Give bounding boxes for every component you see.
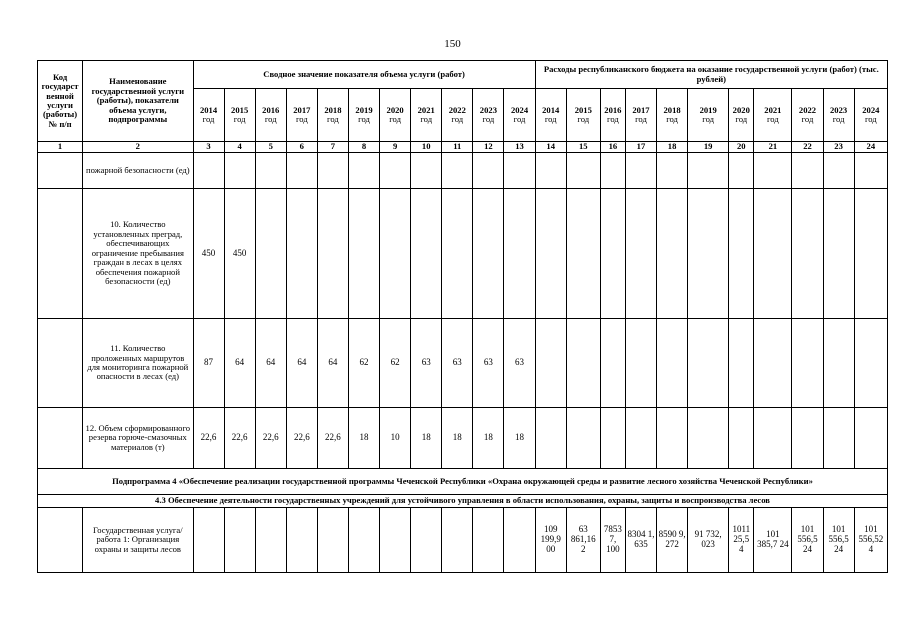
volume-value: 63 <box>442 319 473 408</box>
volume-value <box>348 153 379 189</box>
expense-value <box>792 189 823 319</box>
volume-value <box>255 189 286 319</box>
year-word: год <box>864 114 877 124</box>
year-header <box>657 89 688 142</box>
expense-value <box>566 153 600 189</box>
volume-value <box>411 189 442 319</box>
expense-value: 101 556,5 24 <box>823 508 854 573</box>
expense-value <box>823 189 854 319</box>
year-word: год <box>577 114 590 124</box>
code-cell <box>38 408 83 469</box>
volume-value <box>286 189 317 319</box>
year-word: год <box>513 114 526 124</box>
volume-value: 63 <box>411 319 442 408</box>
expense-value: 101 385,7 24 <box>754 508 792 573</box>
volume-value <box>255 508 286 573</box>
expense-value <box>729 408 754 469</box>
expense-value <box>792 408 823 469</box>
service-name: Государственная услуга/работа 1: Организация охраны и защиты лесов <box>83 508 193 573</box>
expense-value <box>729 319 754 408</box>
expense-value <box>854 189 887 319</box>
volume-value <box>317 508 348 573</box>
year-header <box>193 89 224 142</box>
volume-value: 18 <box>442 408 473 469</box>
volume-value <box>193 508 224 573</box>
year-word: год <box>767 114 779 124</box>
volume-value <box>317 153 348 189</box>
expense-value <box>535 319 566 408</box>
indicator-name: 10. Количество установленных преград, обеспечивающих ограничение пребывания граждан в лесах в целях обеспечения пожарной безопасности (ед) <box>83 189 193 319</box>
year-value: 2021 <box>764 104 782 115</box>
code-cell <box>38 319 83 408</box>
year-word: год <box>666 114 678 124</box>
year-header <box>566 89 600 142</box>
expense-value <box>657 153 688 189</box>
year-word: год <box>832 114 845 124</box>
column-number: 21 <box>754 142 792 153</box>
volume-value <box>442 508 473 573</box>
year-header <box>688 89 729 142</box>
year-value: 2023 <box>479 104 497 115</box>
expense-value: 1011 25,5 4 <box>729 508 754 573</box>
expense-value <box>854 319 887 408</box>
year-word: год <box>327 114 339 124</box>
year-value: 2018 <box>324 104 342 115</box>
year-value: 2015 <box>574 104 592 115</box>
volume-value: 63 <box>473 319 504 408</box>
year-value: 2019 <box>355 104 373 115</box>
column-number: 18 <box>657 142 688 153</box>
expense-value: 109 199,9 00 <box>535 508 566 573</box>
column-number: 14 <box>535 142 566 153</box>
expense-value <box>823 153 854 189</box>
volume-value <box>348 189 379 319</box>
volume-value: 22,6 <box>193 408 224 469</box>
expense-value <box>625 408 656 469</box>
volume-value <box>348 508 379 573</box>
year-word: год <box>482 114 495 124</box>
code-cell <box>38 189 83 319</box>
year-value: 2017 <box>293 104 311 115</box>
volume-value <box>380 189 411 319</box>
year-word: год <box>420 114 433 124</box>
column-number: 10 <box>411 142 442 153</box>
expense-value <box>600 408 625 469</box>
year-header <box>255 89 286 142</box>
header-code: Код государст венной услуги (работы) № п/п <box>38 61 83 142</box>
year-header <box>600 89 625 142</box>
column-numbers-row <box>38 142 888 153</box>
volume-value <box>473 189 504 319</box>
expense-value <box>754 319 792 408</box>
expense-value <box>754 408 792 469</box>
volume-value: 22,6 <box>255 408 286 469</box>
column-number: 6 <box>286 142 317 153</box>
expense-value <box>657 408 688 469</box>
volume-value: 18 <box>348 408 379 469</box>
expense-value <box>754 153 792 189</box>
year-value: 2022 <box>448 104 466 115</box>
year-value: 2023 <box>829 104 848 115</box>
expense-value <box>600 319 625 408</box>
expense-value <box>729 189 754 319</box>
expense-value <box>600 189 625 319</box>
column-number: 9 <box>380 142 411 153</box>
expense-value <box>729 153 754 189</box>
column-number: 23 <box>823 142 854 153</box>
column-number: 20 <box>729 142 754 153</box>
year-value: 2024 <box>862 104 880 115</box>
expense-value <box>792 153 823 189</box>
expense-value <box>823 319 854 408</box>
column-number: 13 <box>504 142 535 153</box>
volume-value: 64 <box>224 319 255 408</box>
volume-value: 22,6 <box>286 408 317 469</box>
volume-value: 450 <box>224 189 255 319</box>
expense-value <box>823 408 854 469</box>
volume-value: 22,6 <box>317 408 348 469</box>
expense-value <box>657 189 688 319</box>
expense-value: 91 732, 023 <box>688 508 729 573</box>
header-name: Наименование государственной услуги (работы), показатели объема услуги, подпрограммы <box>83 61 193 142</box>
volume-value: 62 <box>348 319 379 408</box>
year-header <box>380 89 411 142</box>
volume-value: 18 <box>411 408 442 469</box>
year-word: год <box>389 114 401 124</box>
year-header <box>823 89 854 142</box>
table-row <box>38 189 888 319</box>
year-header <box>535 89 566 142</box>
year-word: год <box>202 114 215 124</box>
year-word: год <box>702 114 715 124</box>
volume-value: 10 <box>380 408 411 469</box>
volume-value: 64 <box>255 319 286 408</box>
year-value: 2015 <box>231 104 249 115</box>
year-word: год <box>635 114 647 124</box>
volume-value: 87 <box>193 319 224 408</box>
indicator-name: пожарной безопасности (ед) <box>83 153 193 189</box>
expense-value <box>754 189 792 319</box>
volume-value <box>286 153 317 189</box>
expense-value <box>688 153 729 189</box>
volume-value <box>224 153 255 189</box>
expense-value <box>688 319 729 408</box>
subprogram-title: Подпрограмма 4 «Обеспечение реализации государственной программы Чеченской Республики «Охрана окружающей среды и развитие лесного хозяйства Чеченской Республики» <box>38 469 888 495</box>
year-header <box>348 89 379 142</box>
table-row <box>38 153 888 189</box>
header-volume-group: Сводное значение показателя объема услуги (работ) <box>193 61 535 89</box>
expense-value <box>625 153 656 189</box>
expense-value: 8304 1, 635 <box>625 508 656 573</box>
column-number: 8 <box>348 142 379 153</box>
page-number: 150 <box>444 38 461 50</box>
year-word: год <box>358 114 370 124</box>
column-number: 22 <box>792 142 823 153</box>
expense-value <box>854 153 887 189</box>
volume-value: 63 <box>504 319 535 408</box>
column-number: 16 <box>600 142 625 153</box>
year-value: 2016 <box>604 104 622 115</box>
expense-value <box>657 319 688 408</box>
year-header <box>854 89 887 142</box>
expense-value <box>625 319 656 408</box>
column-number: 12 <box>473 142 504 153</box>
expense-value: 7853 7, 100 <box>600 508 625 573</box>
column-number: 11 <box>442 142 473 153</box>
year-value: 2018 <box>663 104 681 115</box>
volume-value <box>411 508 442 573</box>
year-header <box>754 89 792 142</box>
year-value: 2022 <box>798 104 817 115</box>
year-value: 2019 <box>699 104 717 115</box>
year-value: 2024 <box>510 104 529 115</box>
volume-value <box>193 153 224 189</box>
expense-value: 63 861,16 2 <box>566 508 600 573</box>
year-word: год <box>233 114 246 124</box>
code-cell <box>38 508 83 573</box>
column-number: 17 <box>625 142 656 153</box>
volume-value: 64 <box>286 319 317 408</box>
year-word: год <box>295 114 308 124</box>
year-header <box>729 89 754 142</box>
year-header <box>224 89 255 142</box>
volume-value <box>504 189 535 319</box>
expense-value <box>688 408 729 469</box>
volume-value <box>317 189 348 319</box>
column-number: 19 <box>688 142 729 153</box>
year-word: год <box>735 114 748 124</box>
year-word: год <box>451 114 464 124</box>
indicator-name: 12. Объем сформированного резерва горюче-смазочных материалов (т) <box>83 408 193 469</box>
year-value: 2016 <box>262 104 280 115</box>
code-cell <box>38 153 83 189</box>
year-header <box>504 89 535 142</box>
expense-value <box>566 189 600 319</box>
volume-value <box>442 189 473 319</box>
header-expense-group: Расходы республиканского бюджета на оказание государственной услуги (работ) (тыс. рублей) <box>535 61 887 89</box>
volume-value: 18 <box>504 408 535 469</box>
column-number: 3 <box>193 142 224 153</box>
volume-value <box>286 508 317 573</box>
expense-value <box>535 408 566 469</box>
expense-value <box>600 153 625 189</box>
year-value: 2020 <box>732 104 750 115</box>
year-word: год <box>607 114 619 124</box>
column-number: 5 <box>255 142 286 153</box>
expense-value <box>566 319 600 408</box>
volume-value: 450 <box>193 189 224 319</box>
expense-value: 101 556,5 24 <box>792 508 823 573</box>
volume-value <box>380 508 411 573</box>
volume-value <box>473 508 504 573</box>
volume-value <box>380 153 411 189</box>
year-header <box>317 89 348 142</box>
year-word: год <box>264 114 277 124</box>
expense-value <box>688 189 729 319</box>
volume-value <box>442 153 473 189</box>
column-number: 2 <box>83 142 193 153</box>
year-word: год <box>544 114 557 124</box>
year-header <box>625 89 656 142</box>
column-number: 4 <box>224 142 255 153</box>
year-header <box>411 89 442 142</box>
volume-value <box>411 153 442 189</box>
service-row <box>38 508 888 573</box>
expense-value <box>854 408 887 469</box>
column-number: 24 <box>854 142 887 153</box>
expense-value <box>535 189 566 319</box>
indicator-name: 11. Количество проложенных маршрутов для мониторинга пожарной опасности в лесах (ед) <box>83 319 193 408</box>
volume-value <box>473 153 504 189</box>
column-number: 15 <box>566 142 600 153</box>
expense-value <box>625 189 656 319</box>
year-value: 2021 <box>417 104 435 115</box>
volume-value <box>504 508 535 573</box>
expense-value: 101 556,52 4 <box>854 508 887 573</box>
volume-value <box>504 153 535 189</box>
year-value: 2014 <box>542 104 560 115</box>
table-row <box>38 319 888 408</box>
year-header <box>286 89 317 142</box>
expense-value <box>566 408 600 469</box>
year-header <box>442 89 473 142</box>
section-title: 4.3 Обеспечение деятельности государственных учреждений для устойчивого управления в области использования, охраны, защиты и воспроизводства лесов <box>38 495 888 508</box>
volume-value: 22,6 <box>224 408 255 469</box>
year-header <box>792 89 823 142</box>
volume-value: 64 <box>317 319 348 408</box>
budget-table <box>37 60 888 573</box>
volume-value: 18 <box>473 408 504 469</box>
column-number: 7 <box>317 142 348 153</box>
expense-value <box>792 319 823 408</box>
year-value: 2020 <box>386 104 404 115</box>
table-row <box>38 408 888 469</box>
year-word: год <box>801 114 814 124</box>
year-value: 2014 <box>199 104 218 115</box>
column-number: 1 <box>38 142 83 153</box>
expense-value <box>535 153 566 189</box>
expense-value: 8590 9, 272 <box>657 508 688 573</box>
year-header <box>473 89 504 142</box>
year-value: 2017 <box>632 104 650 115</box>
volume-value <box>255 153 286 189</box>
volume-value: 62 <box>380 319 411 408</box>
volume-value <box>224 508 255 573</box>
